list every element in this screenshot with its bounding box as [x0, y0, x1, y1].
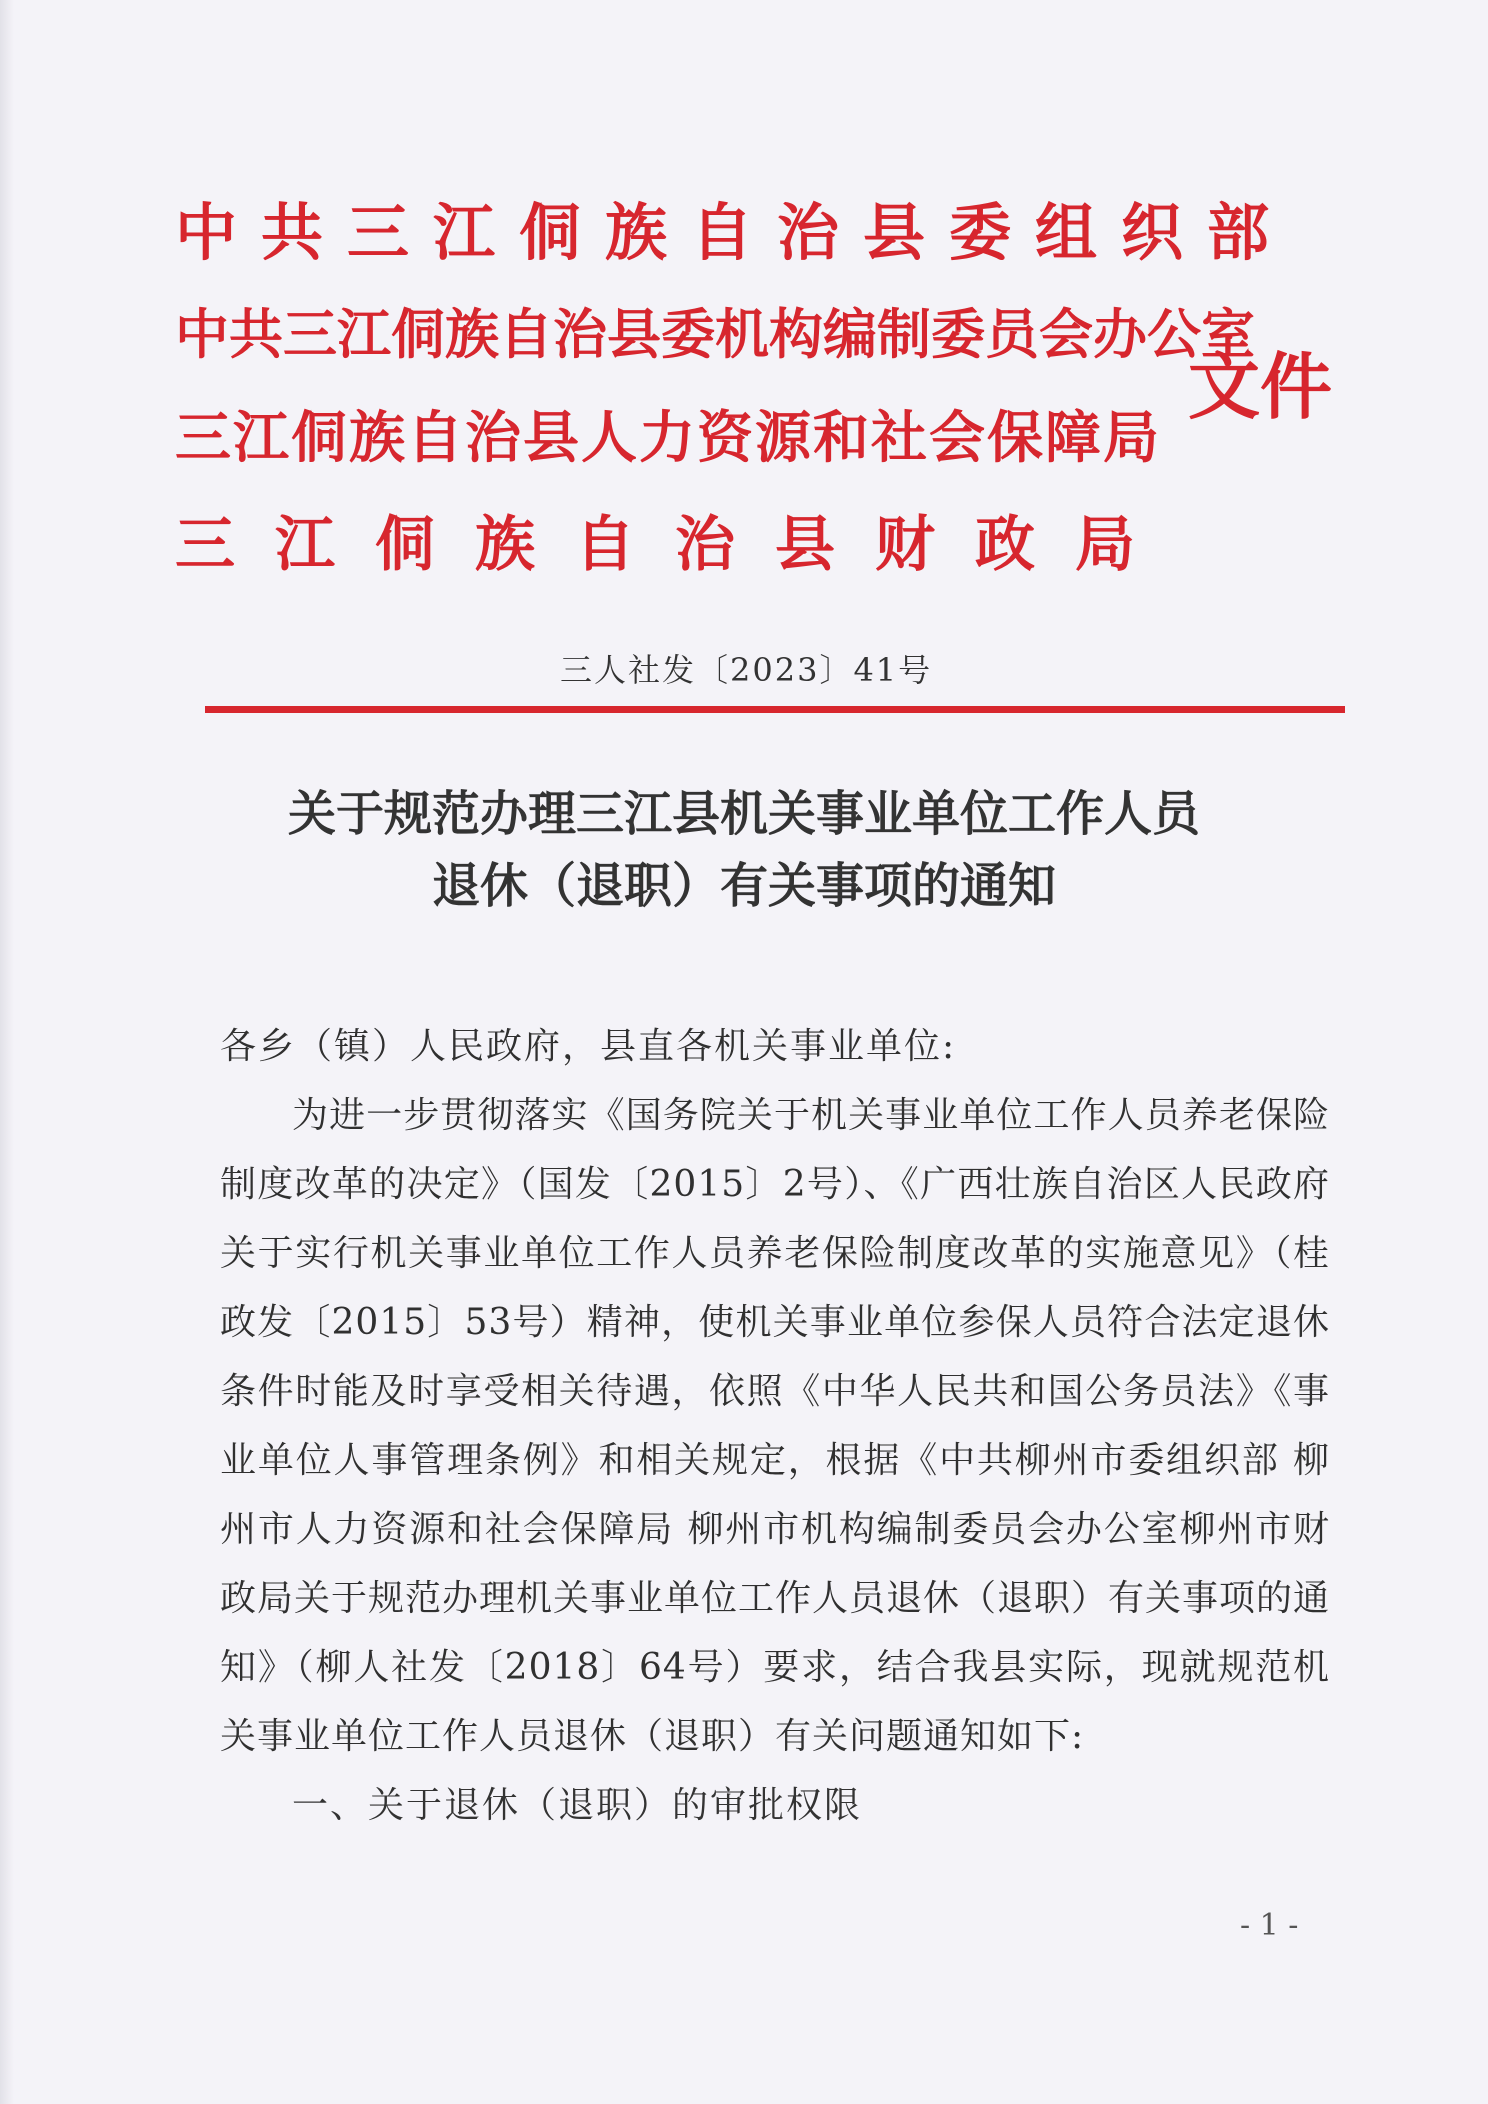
- title-line-2: 退休（退职）有关事项的通知: [431, 858, 1056, 914]
- section-heading: 一、关于退休（退职）的审批权限: [292, 1785, 863, 1826]
- issuer-line: 中共三江侗族自治县委组织部: [175, 196, 1294, 269]
- page-number: - 1 -: [1240, 1908, 1299, 1943]
- document-label: 文件: [1188, 345, 1333, 429]
- salutation: 各乡（镇）人民政府，县直各机关事业单位:: [220, 1026, 957, 1067]
- notice-body: [220, 1012, 1330, 1840]
- page-edge: [0, 0, 14, 2104]
- issuer-line: 中共三江侗族自治县委机构编制委员会办公室: [175, 303, 1255, 366]
- red-separator-rule: [205, 706, 1345, 713]
- notice-title: [150, 778, 1338, 922]
- body-paragraph: 为进一步贯彻落实《国务院关于机关事业单位工作人员养老保险制度改革的决定》（国发〔2015〕2号）、《广西壮族自治区人民政府关于实行机关事业单位工作人员养老保险制度改革的实施意见》（桂政发〔2015〕53号）精神，使机关事业单位参保人员符合法定退休条件时能及时享受相关待遇，依照《中华人民共和国公务员法》《事业单位人事管理条例》和相关规定，根据《中共柳州市委组织部 柳州市人力资源和社会保障局 柳州市机构编制委员会办公室柳州市财政局关于规范办理机关事业单位工作人员退休（退职）有关事项的通知》（柳人社发〔2018〕64号）要求，结合我县实际，现就规范机关事业单位工作人员退休（退职）有关问题通知如下:: [220, 1095, 1331, 1757]
- document-number: 三人社发〔2023〕41号: [560, 651, 933, 689]
- title-line-1: 关于规范办理三江县机关事业单位工作人员: [287, 786, 1200, 842]
- issuer-line: 三江侗族自治县人力资源和社会保障局: [175, 406, 1161, 471]
- issuer-line: 三江侗族自治县财政局: [175, 510, 1175, 580]
